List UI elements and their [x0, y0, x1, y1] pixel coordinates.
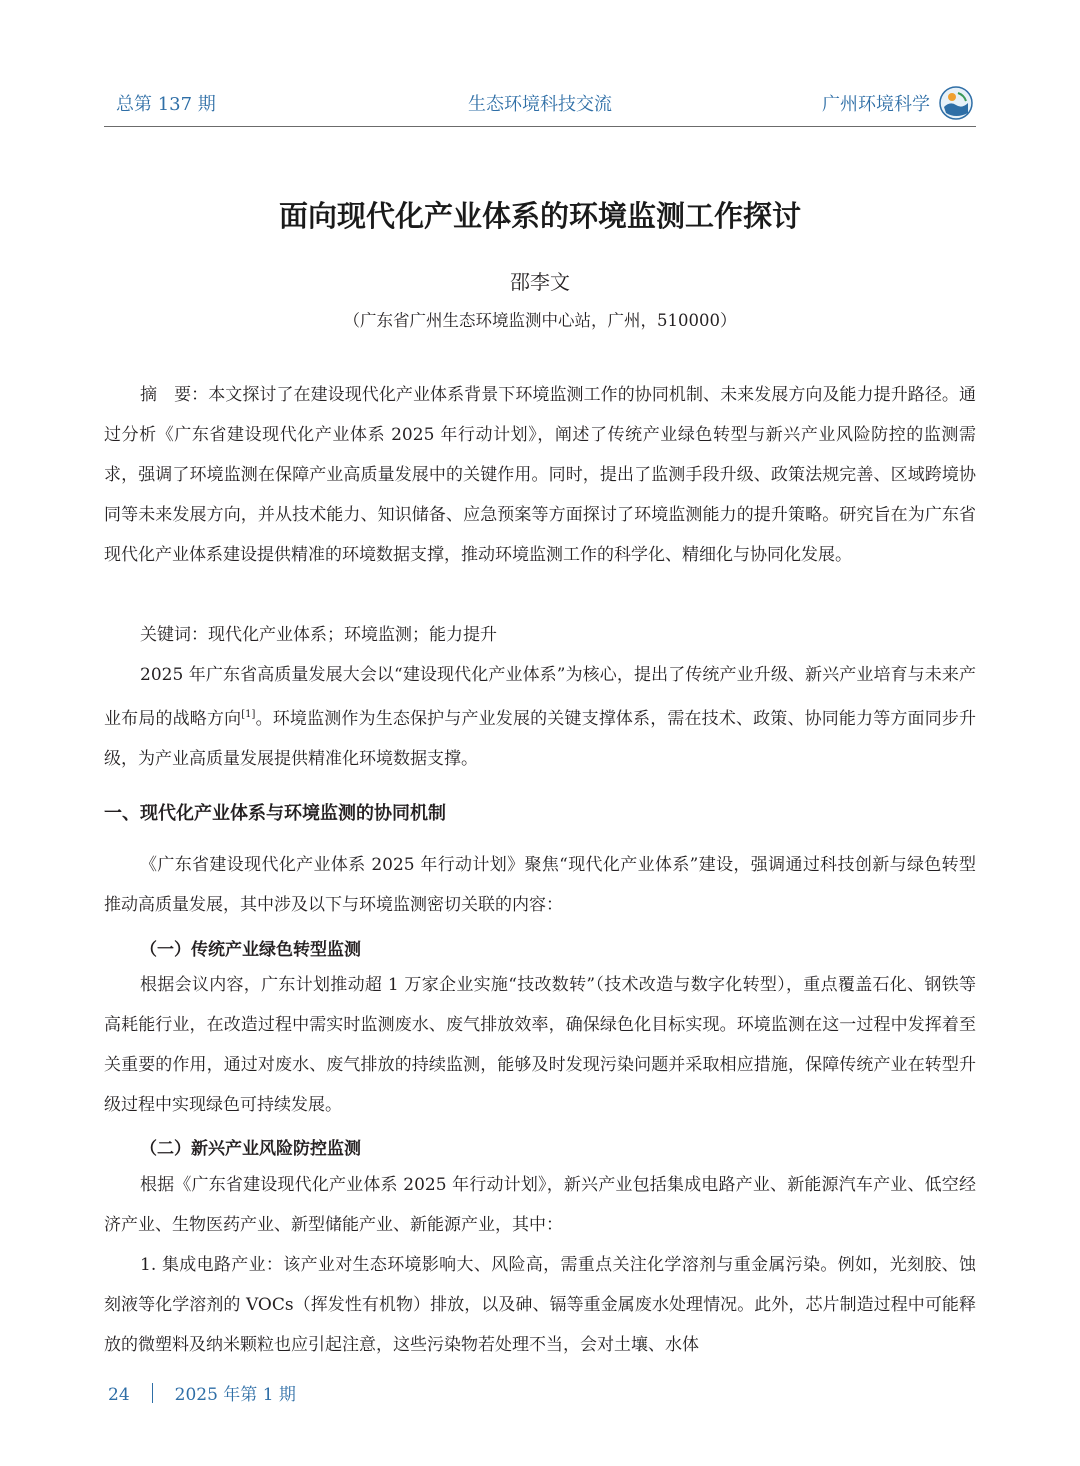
keywords: 关键词：现代化产业体系；环境监测；能力提升 — [140, 625, 497, 645]
citation-ref: [1] — [241, 709, 256, 720]
footer-divider — [152, 1383, 153, 1403]
header-journal: 广州环境科学 — [822, 94, 930, 115]
page-footer — [108, 1380, 296, 1405]
intro-text-1: 2025 年广东省高质量发展大会以“建设现代化产业体系”为核心，提出了传统产业升级、新兴产业培育与未来产业布局的战略方向 — [104, 665, 976, 729]
section1-paragraph: 《广东省建设现代化产业体系 2025 年行动计划》聚焦“现代化产业体系”建设，强调通过科技创新与绿色转型推动高质量发展，其中涉及以下与环境监测密切关联的内容： — [104, 855, 976, 915]
intro-text-2: 。环境监测作为生态保护与产业发展的关键支撑体系，需在技术、政策、协同能力等方面同步升级，为产业高质量发展提供精准化环境数据支撑。 — [104, 709, 977, 769]
author-affiliation: （广东省广州生态环境监测中心站，广州，510000） — [343, 311, 737, 330]
article-title: 面向现代化产业体系的环境监测工作探讨 — [278, 199, 801, 233]
item1-paragraph: 1. 集成电路产业：该产业对生态环境影响大、风险高，需重点关注化学溶剂与重金属污染。例如，光刻胶、蚀刻液等化学溶剂的 VOCs（挥发性有机物）排放，以及砷、镉等重金属废水处理情况。此外，芯片制造过程中可能释放的微塑料及纳米颗粒也应引起注意，这些污染物若处理不当，会对土壤、水体 — [104, 1255, 976, 1355]
subsection-heading-1: （一）传统产业绿色转型监测 — [140, 940, 361, 960]
issue-date: 2025 年第 1 期 — [174, 1385, 296, 1405]
page-number: 24 — [108, 1385, 130, 1405]
section-heading-1: 一、现代化产业体系与环境监测的协同机制 — [104, 803, 446, 824]
header-issue: 总第 137 期 — [116, 94, 216, 115]
abstract: 摘 要：本文探讨了在建设现代化产业体系背景下环境监测工作的协同机制、未来发展方向及能力提升路径。通过分析《广东省建设现代化产业体系 2025 年行动计划》，阐述了传统产业绿色转型与新兴产业风险防控的监测需求，强调了环境监测在保障产业高质量发展中的关键作用。同时，提出了监测手段升级、政策法规完善、区域跨境协同等未来发展方向，并从技术能力、知识储备、应急预案等方面探讨了环境监测能力的提升策略。研究旨在为广东省现代化产业体系建设提供精准的环境数据支撑，推动环境监测工作的科学化、精细化与协同化发展。 — [104, 385, 976, 565]
subsection-heading-2: （二）新兴产业风险防控监测 — [140, 1139, 361, 1159]
running-header — [104, 84, 976, 127]
subsection1-paragraph: 根据会议内容，广东计划推动超 1 万家企业实施“技改数转”（技术改造与数字化转型），重点覆盖石化、钢铁等高耗能行业，在改造过程中需实时监测废水、废气排放效率，确保绿色化目标实现。环境监测在这一过程中发挥着至关重要的作用，通过对废水、废气排放的持续监测，能够及时发现污染问题并采取相应措施，保障传统产业在转型升级过程中实现绿色可持续发展。 — [104, 975, 976, 1115]
header-column: 生态环境科技交流 — [468, 94, 612, 115]
author-name: 邵李文 — [510, 270, 570, 294]
journal-logo-icon — [938, 85, 974, 121]
subsection2-paragraph: 根据《广东省建设现代化产业体系 2025 年行动计划》，新兴产业包括集成电路产业、新能源汽车产业、低空经济产业、生物医药产业、新型储能产业、新能源产业，其中： — [104, 1175, 976, 1235]
intro-paragraph — [104, 655, 976, 779]
